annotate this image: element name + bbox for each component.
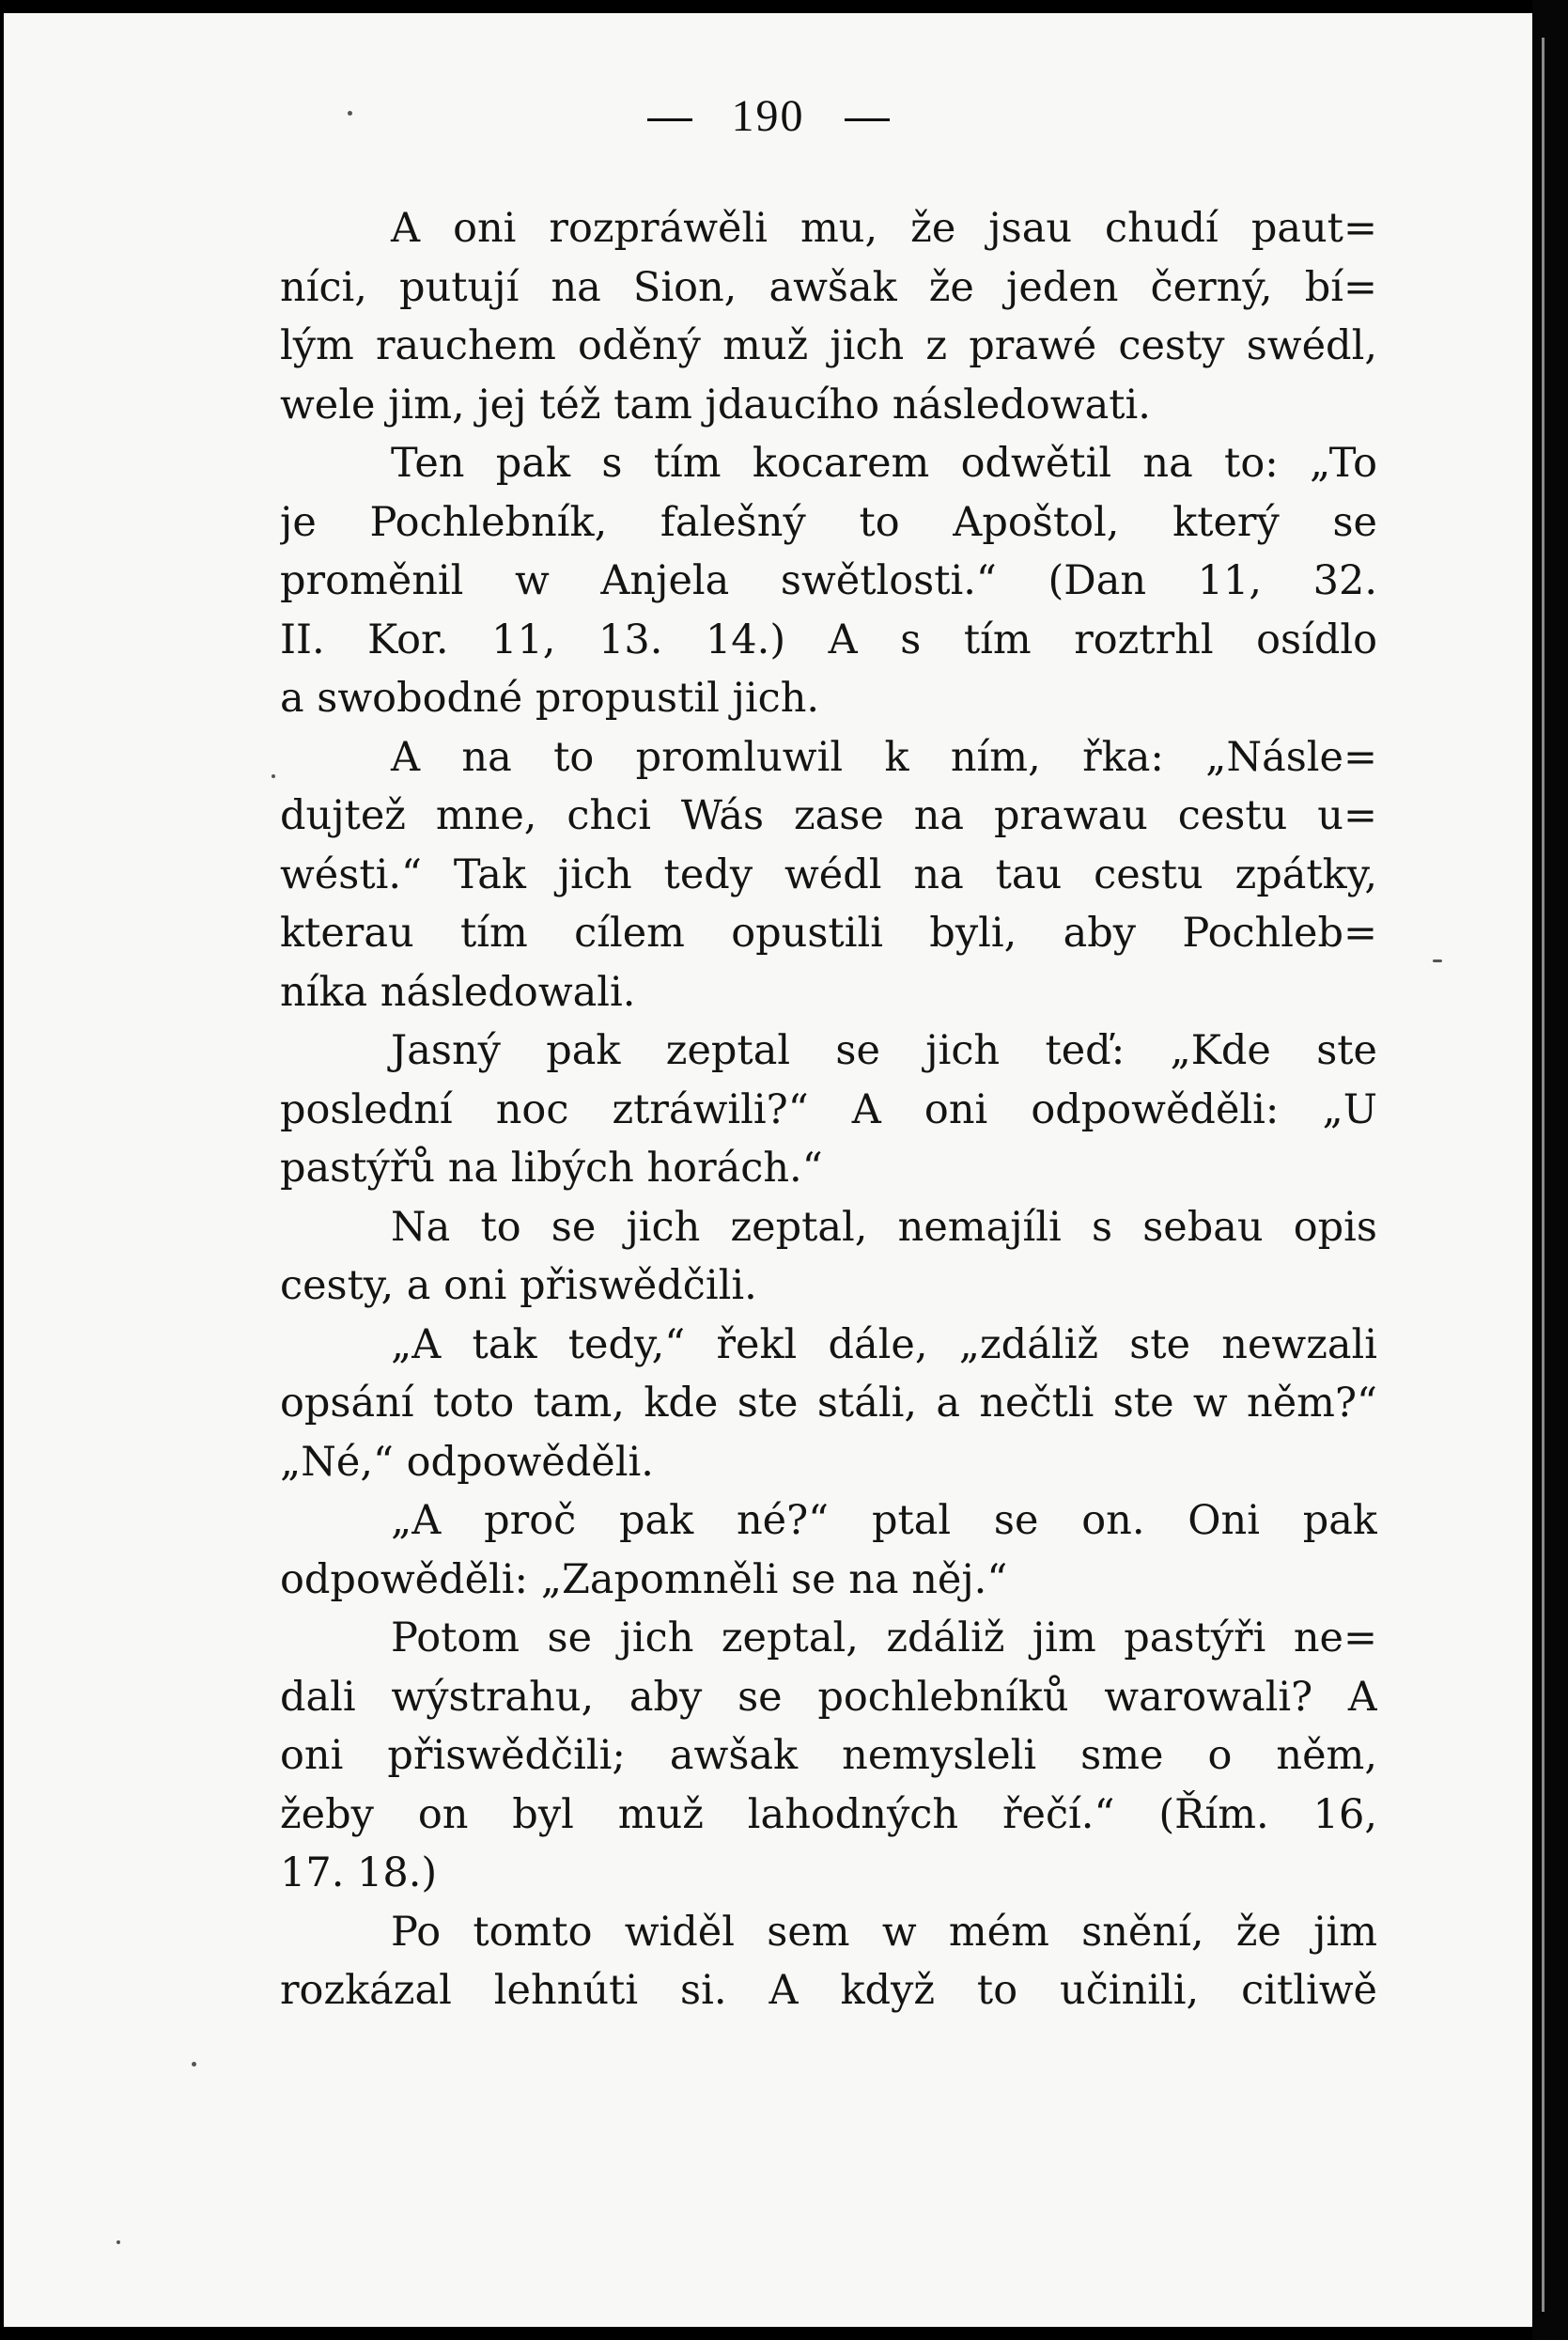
- page-edge-shadow: [1532, 0, 1568, 2340]
- text-line: 17. 18.): [280, 1849, 438, 1896]
- paper-speck: [1433, 959, 1442, 962]
- text-line: je Pochlebník, falešný to Apoštol, který se: [280, 498, 1377, 546]
- text-line: opsání toto tam, kde ste stáli, a nečtli ste w něm?“: [280, 1380, 1377, 1427]
- text-line: odpowěděli: „Zapomněli se na něj.“: [280, 1555, 1008, 1603]
- text-line: Ten pak s tím kocarem odwětil na to: „To: [391, 440, 1377, 487]
- text-line: dali wýstrahu, aby se pochlebníků warowali? A: [280, 1673, 1377, 1721]
- book-page: [4, 13, 1532, 2327]
- text-line: oni přiswědčili; awšak nemysleli sme o něm,: [280, 1732, 1377, 1779]
- text-line: Po tomto widěl sem w mém snění, že jim: [391, 1908, 1377, 1956]
- text-line: níci, putují na Sion, awšak že jeden černý, bí=: [280, 263, 1377, 311]
- text-line: A na to promluwil k ním, řka: „Násle=: [391, 733, 1377, 781]
- text-line: lým rauchem oděný muž jich z prawé cesty swédl,: [280, 322, 1377, 369]
- paper-speck: [116, 2240, 120, 2244]
- text-line: A oni rozpráwěli mu, že jsau chudí paut=: [391, 205, 1377, 252]
- text-line: wele jim, jej též tam jdaucího následowati.: [280, 381, 1151, 429]
- text-line: II. Kor. 11, 13. 14.) A s tím roztrhl osídlo: [280, 616, 1377, 663]
- body-text: [280, 199, 1377, 2020]
- page-edge-line: [1542, 38, 1545, 2312]
- page-number: 190: [731, 91, 805, 141]
- page-header: [4, 90, 1532, 142]
- text-line: žeby on byl muž lahodných řečí.“ (Řím. 16,: [280, 1790, 1377, 1838]
- header-dash-right: [845, 118, 890, 121]
- header-dash-left: [647, 118, 692, 121]
- text-line: pastýřů na libých horách.“: [280, 1145, 823, 1192]
- text-line: Na to se jich zeptal, nemajíli s sebau opis: [391, 1203, 1377, 1251]
- text-line: wésti.“ Tak jich tedy wédl na tau cestu zpátky,: [280, 850, 1377, 898]
- text-line: „Né,“ odpowěděli.: [280, 1438, 654, 1486]
- text-line: a swobodné propustil jich.: [280, 675, 820, 722]
- text-line: „A tak tedy,“ řekl dále, „zdáliž ste newzali: [391, 1320, 1377, 1368]
- text-line: proměnil w Anjela swětlosti.“ (Dan 11, 32.: [280, 557, 1377, 604]
- paper-speck: [272, 774, 275, 778]
- text-line: poslední noc ztráwili?“ A oni odpowěděli: „U: [280, 1085, 1377, 1133]
- text-line: rozkázal lehnúti si. A když to učinili, citliwě: [280, 1967, 1377, 2014]
- text-line: Jasný pak zeptal se jich teď: „Kde ste: [391, 1027, 1377, 1074]
- text-line: „A proč pak né?“ ptal se on. Oni pak: [391, 1497, 1377, 1544]
- text-line: cesty, a oni přiswědčili.: [280, 1262, 757, 1309]
- text-line: dujtež mne, chci Wás zase na prawau cestu u=: [280, 792, 1377, 839]
- text-line: kterau tím cílem opustili byli, aby Pochleb=: [280, 910, 1377, 957]
- text-line: Potom se jich zeptal, zdáliž jim pastýři ne=: [391, 1615, 1377, 1661]
- paper-speck: [192, 2062, 196, 2067]
- text-line: níka následowali.: [280, 968, 636, 1016]
- paper-speck: [348, 111, 352, 116]
